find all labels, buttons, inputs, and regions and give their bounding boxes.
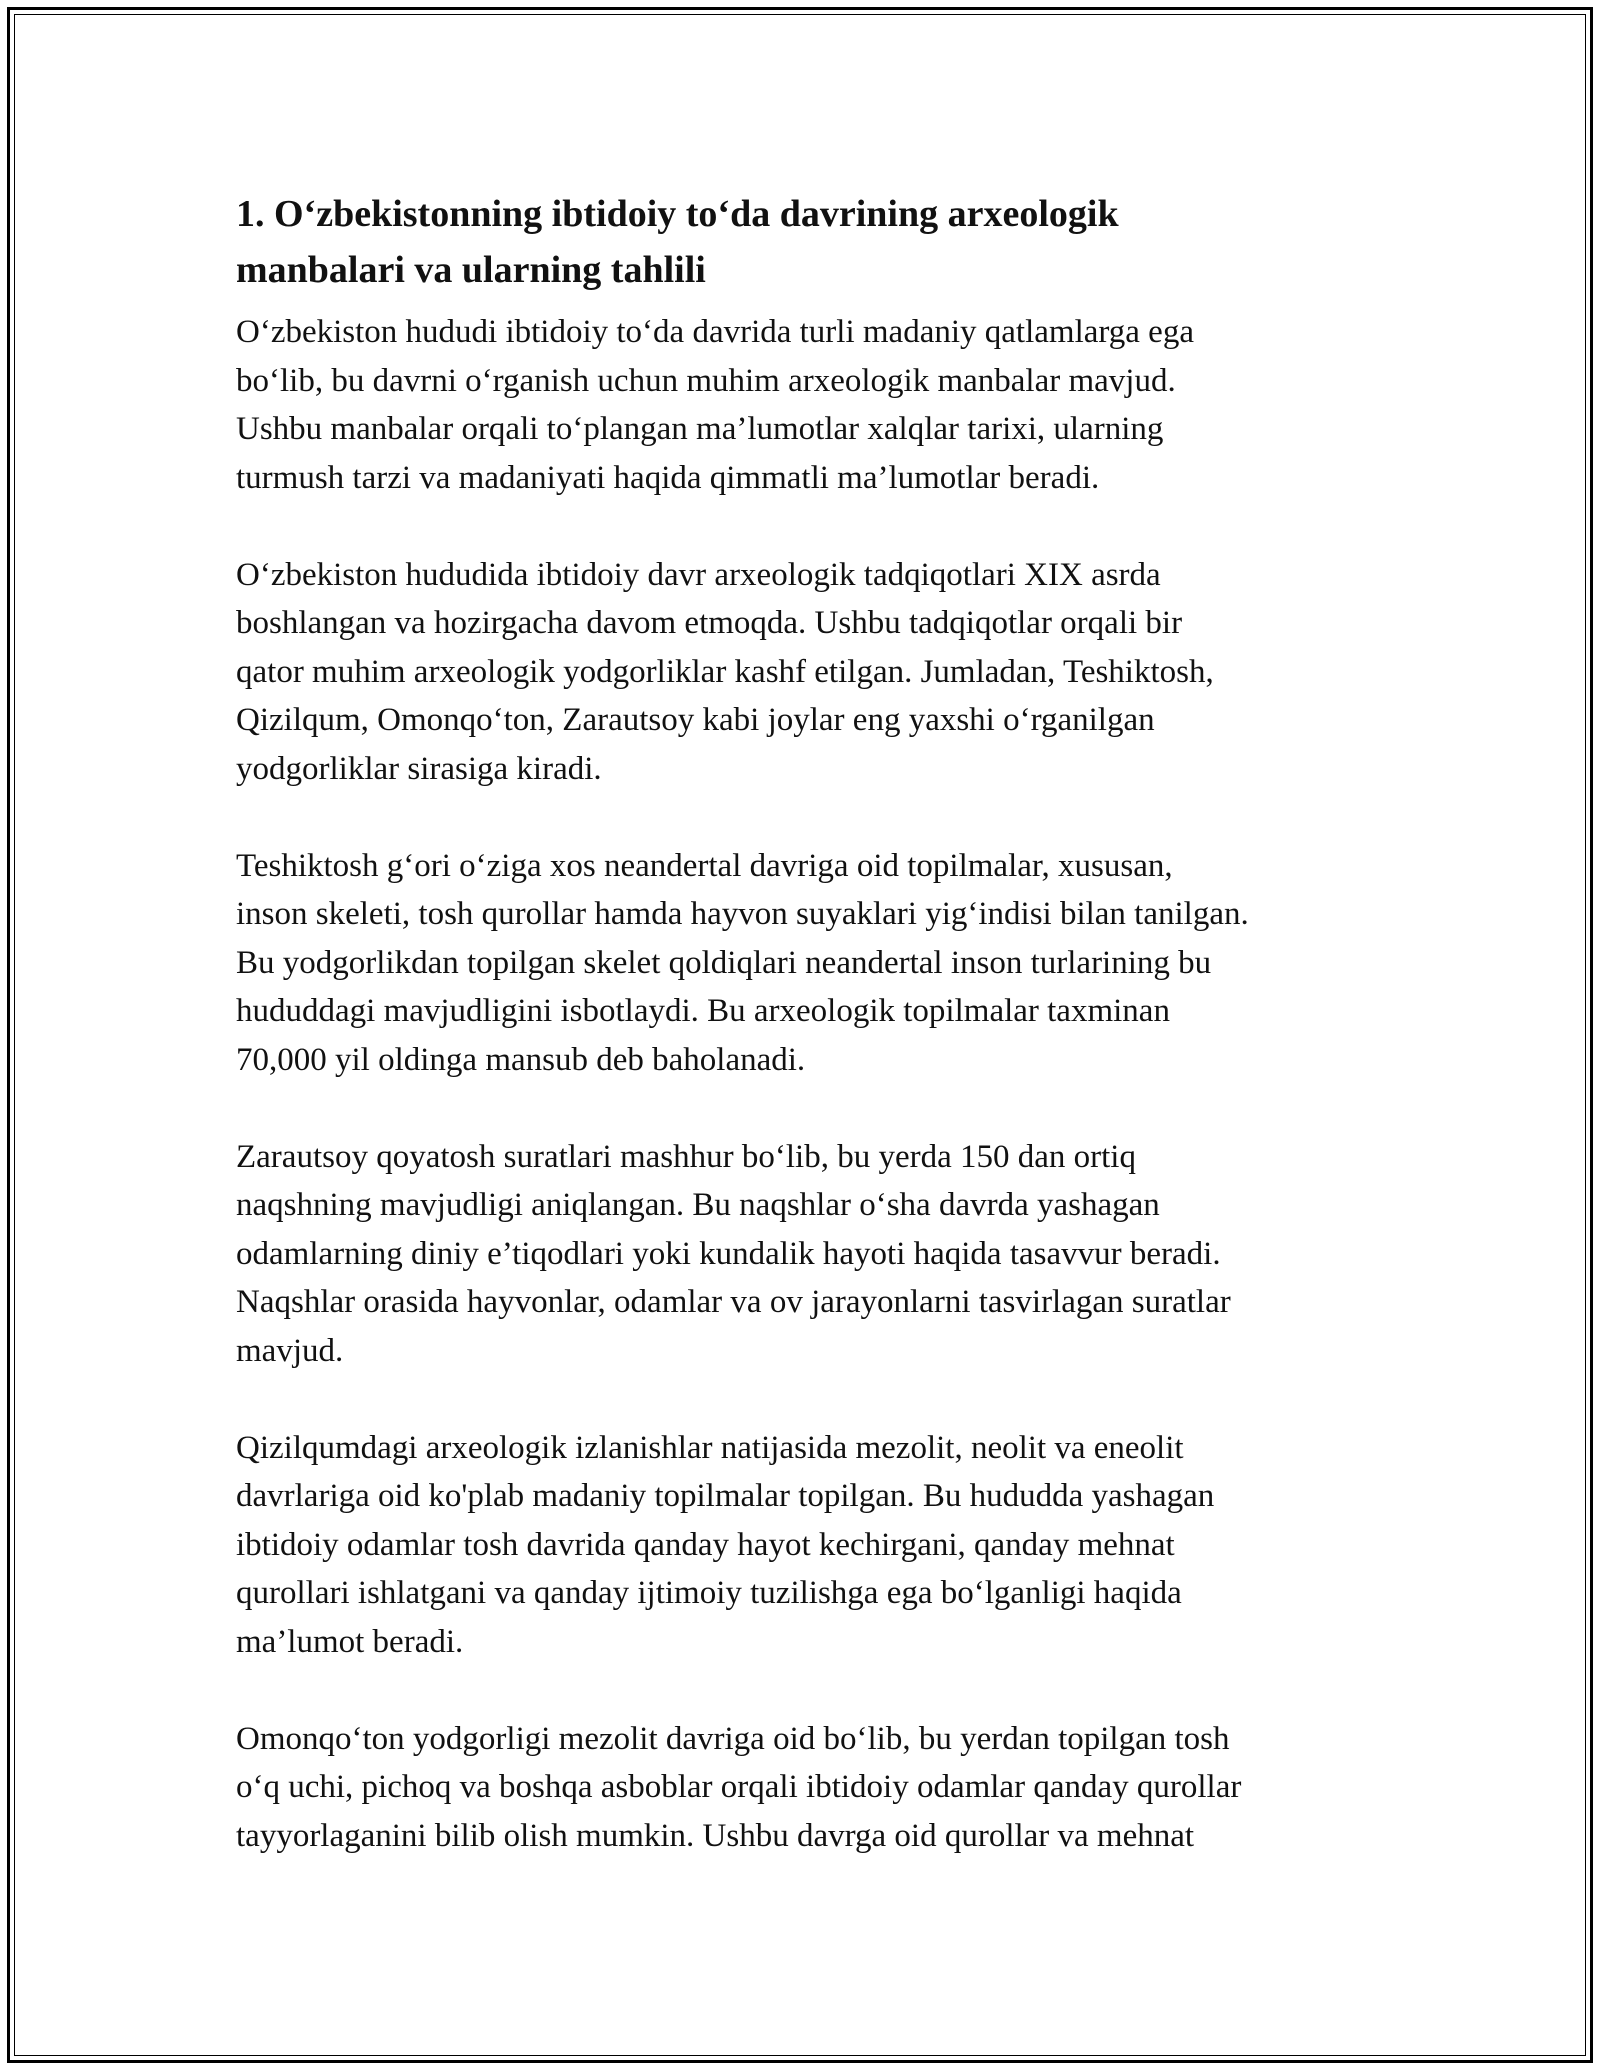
paragraph-line: Qizilqumdagi arxeologik izlanishlar natijasida mezolit, neolit va eneolit	[236, 1429, 1184, 1466]
paragraph-qizilqum	[236, 1424, 1386, 1667]
paragraph-omonqoton	[236, 1715, 1386, 1861]
paragraph-line: Ushbu manbalar orqali to‘plangan ma’lumotlar xalqlar tarixi, ularning	[236, 411, 1164, 447]
paragraph-line: Qizilqum, Omonqo‘ton, Zarautsoy kabi joylar eng yaxshi o‘rganilgan	[236, 702, 1155, 738]
paragraph-research-history	[236, 551, 1386, 794]
paragraph-line: qator muhim arxeologik yodgorliklar kashf etilgan. Jumladan, Teshiktosh,	[236, 653, 1214, 690]
paragraph-line: tayyorlaganini bilib olish mumkin. Ushbu davrga oid qurollar va mehnat	[236, 1817, 1195, 1854]
paragraph-line: inson skeleti, tosh qurollar hamda hayvon suyaklari yig‘indisi bilan tanilgan.	[236, 896, 1249, 932]
paragraph-line: turmush tarzi va madaniyati haqida qimmatli ma’lumotlar beradi.	[236, 459, 1100, 496]
paragraph-teshiktosh	[236, 842, 1386, 1085]
paragraph-line: boshlangan va hozirgacha davom etmoqda. Ushbu tadqiqotlar orqali bir	[236, 605, 1183, 641]
paragraph-line: o‘q uchi, pichoq va boshqa asboblar orqali ibtidoiy odamlar qanday qurollar	[236, 1769, 1242, 1805]
paragraph-line: O‘zbekiston hududi ibtidoiy to‘da davrida turli madaniy qatlamlarga ega	[236, 314, 1194, 350]
paragraph-line: Bu yodgorlikdan topilgan skelet qoldiqlari neandertal inson turlarining bu	[236, 944, 1212, 981]
title-line: 1. O‘zbekistonning ibtidoiy to‘da davrining arxeologik	[236, 193, 1119, 235]
paragraph-intro	[236, 308, 1386, 502]
paragraph-line: bo‘lib, bu davrni o‘rganish uchun muhim arxeologik manbalar mavjud.	[236, 362, 1176, 399]
section-title	[236, 186, 1246, 298]
paragraph-line: qurollari ishlatgani va qanday ijtimoiy tuzilishga ega bo‘lganligi haqida	[236, 1575, 1182, 1611]
paragraph-line: 70,000 yil oldinga mansub deb baholanadi.	[236, 1041, 806, 1078]
paragraph-line: hududdagi mavjudligini isbotlaydi. Bu arxeologik topilmalar taxminan	[236, 993, 1170, 1029]
paragraph-zarautsoy	[236, 1133, 1386, 1376]
paragraph-line: Zarautsoy qoyatosh suratlari mashhur bo‘lib, bu yerda 150 dan ortiq	[236, 1138, 1136, 1175]
paragraph-line: O‘zbekiston hududida ibtidoiy davr arxeologik tadqiqotlari XIX asrda	[236, 556, 1161, 593]
paragraph-line: ma’lumot beradi.	[236, 1623, 464, 1660]
paragraph-line: Omonqo‘ton yodgorligi mezolit davriga oid bo‘lib, bu yerdan topilgan tosh	[236, 1720, 1230, 1757]
paragraph-line: Teshiktosh g‘ori o‘ziga xos neandertal davriga oid topilmalar, xususan,	[236, 847, 1173, 884]
paragraph-line: naqshning mavjudligi aniqlangan. Bu naqshlar o‘sha davrda yashagan	[236, 1187, 1160, 1223]
paragraph-line: Naqshlar orasida hayvonlar, odamlar va ov jarayonlarni tasvirlagan suratlar	[236, 1284, 1231, 1320]
document-body	[236, 186, 1386, 1909]
paragraph-line: ibtidoiy odamlar tosh davrida qanday hayot kechirgani, qanday mehnat	[236, 1526, 1175, 1563]
paragraph-line: mavjud.	[236, 1332, 344, 1369]
paragraph-line: yodgorliklar sirasiga kiradi.	[236, 750, 602, 787]
paragraph-line: odamlarning diniy e’tiqodlari yoki kundalik hayoti haqida tasavvur beradi.	[236, 1235, 1221, 1272]
paragraph-line: davrlariga oid ko'plab madaniy topilmalar topilgan. Bu hududda yashagan	[236, 1478, 1215, 1514]
title-line: manbalari va ularning tahlili	[236, 249, 706, 291]
